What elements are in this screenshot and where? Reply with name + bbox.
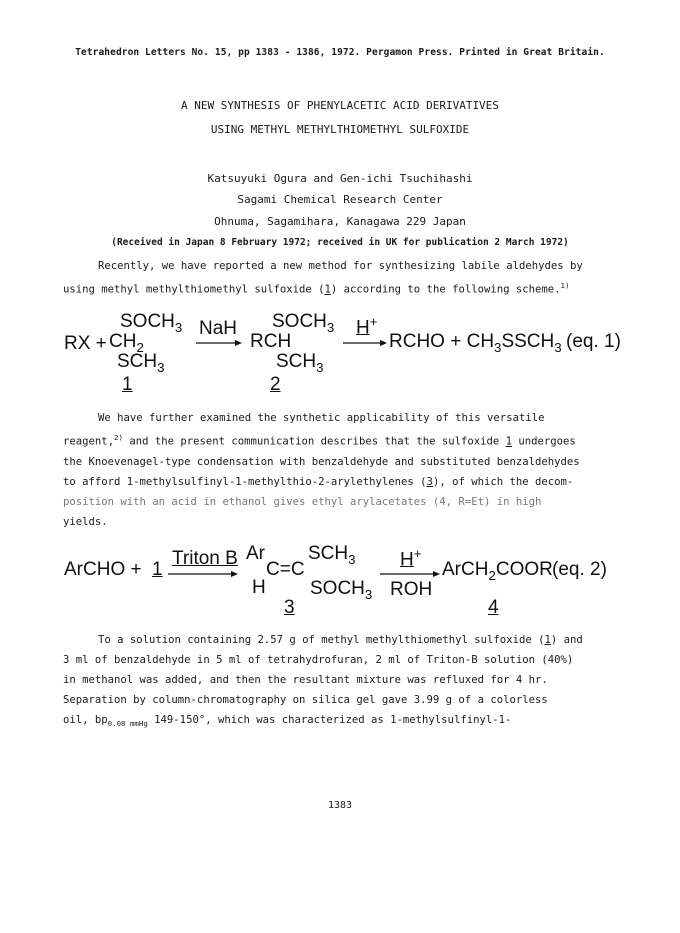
scheme2-ceq: C=C [266, 559, 305, 580]
scheme2-sch3: $SCH_3$ [308, 543, 356, 567]
scheme2-roh: ROH [390, 579, 433, 600]
paragraph-line: position with an acid in ethanol gives ethyl arylacetates (4, R=Et) in high [63, 495, 542, 508]
paragraph-intro [63, 256, 623, 300]
paper-title-line2: USING METHYL METHYLTHIOMETHYL SULFOXIDE [210, 123, 470, 136]
page-number: 1383 [327, 800, 353, 811]
scheme2-soch3: $SOCH_3$ [310, 578, 373, 602]
reaction-arrow-3 [168, 569, 238, 579]
reaction-scheme-1 [0, 300, 680, 395]
scheme1-soch3-product: $SOCH_3$ [272, 311, 335, 335]
paragraph-line: using methyl methylthiomethyl sulfoxide (1) according to the following scheme.$^{1)}$ [63, 281, 570, 296]
journal-header: Tetrahedron Letters No. 15, pp 1383 - 1386, 1972. Pergamon Press. Printed in Great Britain. [75, 47, 605, 58]
scheme2-archo: ArCHO + [64, 559, 142, 580]
paper-title-line1: A NEW SYNTHESIS OF PHENYLACETIC ACID DERIVATIVES [181, 99, 499, 112]
paragraph-line: in methanol was added, and then the resultant mixture was refluxed for 4 hr. [63, 674, 548, 686]
scheme1-sch3: $SCH_3$ [117, 351, 165, 375]
scheme2-h: H [252, 577, 266, 598]
scheme2-acid: H+ [400, 546, 422, 571]
reaction-arrow-2 [343, 338, 387, 348]
equation-number-2: (eq. 2) [552, 559, 607, 580]
paragraph-experimental [63, 630, 623, 734]
reaction-scheme-2 [0, 545, 680, 625]
scheme2-ar: Ar [246, 543, 265, 564]
paragraph-line: the Knoevenagel-type condensation with benzaldehyde and substituted benzaldehydes [63, 455, 580, 468]
scheme1-sch3-product: $SCH_3$ [276, 351, 324, 375]
scheme1-ch2: $CH_2$ [109, 331, 144, 355]
paragraph-condensation [63, 408, 623, 532]
received-dates: (Received in Japan 8 February 1972; received in UK for publication 2 March 1972) [111, 237, 569, 248]
reagent-triton-b: Triton B [172, 548, 238, 569]
scheme1-products: RCHO + $CH_3SSCH_3$ [389, 331, 562, 355]
scheme1-reactant-rx: RX + [64, 333, 107, 354]
paragraph-line: yields. [63, 515, 108, 528]
paragraph-line: Separation by column-chromatography on silica gel gave 3.99 g of a colorless [63, 694, 548, 706]
scheme1-rch: RCH [250, 331, 292, 352]
paragraph-line: To a solution containing 2.57 g of methyl methylthiomethyl sulfoxide (1) and [98, 634, 583, 646]
paragraph-line: to afford 1-methylsulfinyl-1-methylthio-2-arylethylenes (3), of which the decom- [63, 475, 574, 488]
paragraph-line: Recently, we have reported a new method for synthesizing labile aldehydes by [98, 260, 583, 272]
author-names: Katsuyuki Ogura and Gen-ichi Tsuchihashi [207, 172, 473, 185]
compound-label-4: 4 [488, 597, 499, 618]
compound-label-1: 1 [122, 374, 133, 395]
reaction-arrow-1 [196, 338, 242, 348]
reagent-acid: H+ [356, 314, 378, 339]
paragraph-line: reagent,$^{2)}$ and the present communication describes that the sulfoxide 1 undergoes [63, 433, 576, 448]
scheme2-ref-1: 1 [152, 559, 163, 580]
compound-label-3: 3 [284, 597, 295, 618]
reaction-arrow-4 [380, 569, 440, 579]
paragraph-line: 3 ml of benzaldehyde in 5 ml of tetrahydrofuran, 2 ml of Triton-B solution (40%) [63, 654, 574, 666]
compound-label-2: 2 [270, 374, 281, 395]
scheme2-product: ArCH$_2$COOR [442, 559, 553, 583]
author-institution: Sagami Chemical Research Center [237, 193, 443, 206]
scheme1-soch3-top: $SOCH_3$ [120, 311, 183, 335]
author-address: Ohnuma, Sagamihara, Kanagawa 229 Japan [214, 215, 466, 228]
paragraph-line: We have further examined the synthetic applicability of this versatile [98, 412, 545, 424]
paragraph-line: oil, $bp_{0.08 mmHg}$ 149-150°, which was characterized as 1-methylsulfinyl-1- [63, 714, 512, 729]
reagent-nah: NaH [199, 318, 238, 339]
equation-number-1: (eq. 1) [566, 331, 621, 352]
